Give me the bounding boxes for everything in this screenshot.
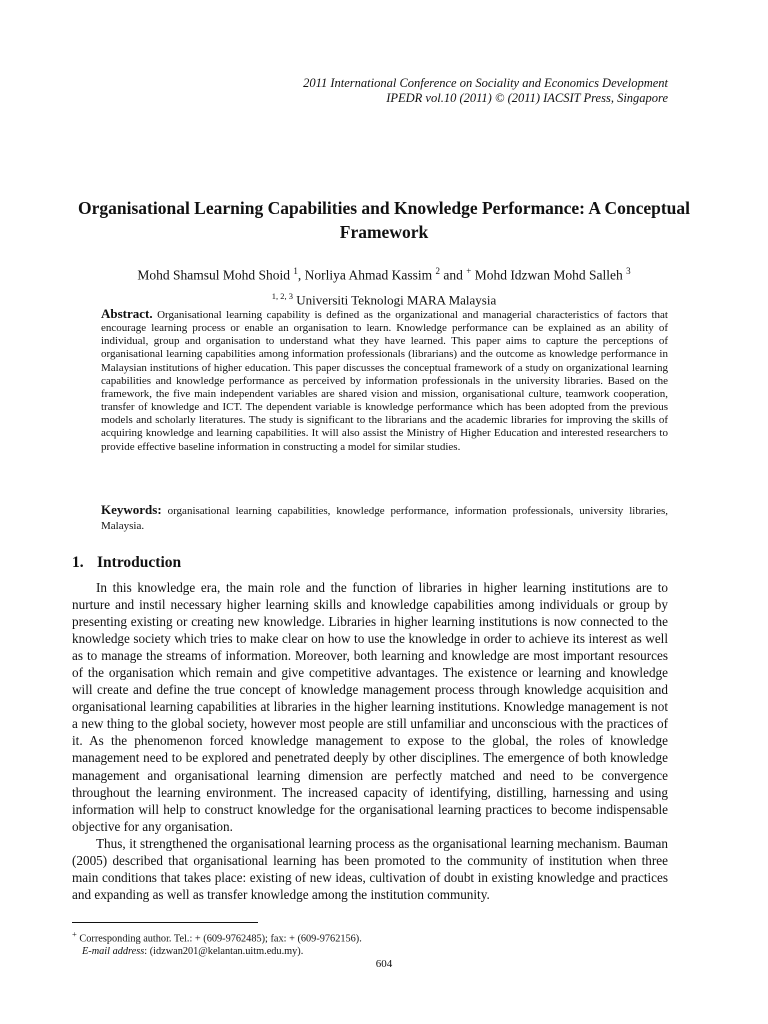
publication-info: IPEDR vol.10 (2011) © (2011) IACSIT Press, Singapore (386, 91, 668, 105)
author-separator-and: and (439, 267, 467, 283)
paragraph: In this knowledge era, the main role and the function of libraries in higher learning institutions are to nurture and instil necessary higher learning skills and knowledge capabilities among individuals or group by presenting existing or creating new knowledge. Libraries in higher learning institutions is now connected to the knowledge society which tries to make clear on how to use the knowledge in order to achieve its interest as well as to manage the streams of information. Moreover, both learning and knowledge are most important resources of the organisation which remain and give competitive advantages. The existence or learning and knowledge will create and define the true concept of knowledge management process through knowledge acquisition and organisational learning capabilities at libraries in the higher learning institutions. Knowledge management is not a new thing to the global society, however most people are still unfamiliar and unconscious with the practices of it. As the phenomenon forced knowledge management to expose to the global, the roles of knowledge management need to be explored and penetrated deeply by other disciplines. The emergence of both knowledge management and organisational learning dimension are perfectly matched and need to be convergence throughout the learning environment. The increased capacity of identifying, distilling, harnessing and using information will help to construct knowledge for the organisational learning practices to become indispensable objective for any organisation. (72, 580, 668, 834)
affiliation-numbers: 1, 2, 3 (271, 291, 293, 301)
page-number: 604 (375, 958, 393, 970)
keywords-text: organisational learning capabilities, knowledge performance, information professionals, university libraries, Malaysia. (101, 505, 668, 532)
footnote-corresponding (72, 928, 362, 945)
body-text (72, 579, 668, 903)
author-separator: , (297, 267, 305, 283)
footnote-divider (72, 922, 258, 923)
corresponding-author-mark: + (466, 266, 472, 276)
footnote-corresponding-text: Corresponding author. Tel.: + (609-9762485); fax: + (609-9762156). (76, 933, 362, 945)
conference-name: 2011 International Conference on Sociality and Economics Development (303, 76, 668, 90)
author-2-affiliation: 2 (435, 266, 440, 276)
section-number: 1. (72, 554, 84, 571)
footnote (72, 928, 362, 958)
keywords-label: Keywords: (101, 502, 162, 517)
author-list (60, 262, 708, 285)
email-label: E-mail address (82, 946, 145, 958)
affiliation-name: Universiti Teknologi MARA Malaysia (296, 292, 497, 308)
footnote-mark: + (72, 929, 77, 939)
affiliation (60, 288, 708, 308)
footnote-email (72, 945, 362, 958)
section-title: Introduction (97, 554, 182, 571)
keywords (101, 502, 668, 534)
author-3: Mohd Idzwan Mohd Salleh (471, 267, 623, 283)
author-1-affiliation: 1 (293, 266, 298, 276)
paper-title: Organisational Learning Capabilities and Knowledge Performance: A Conceptual Framework (77, 198, 691, 242)
author-3-affiliation: 3 (626, 266, 631, 276)
section-heading (72, 553, 181, 573)
abstract (101, 307, 668, 454)
author-2: Norliya Ahmad Kassim (304, 267, 433, 283)
author-1: Mohd Shamsul Mohd Shoid (137, 267, 290, 283)
paragraph: Thus, it strengthened the organisational learning process as the organisational learning mechanism. Bauman (2005) described that organisational learning has been promoted to the community of institution when three main conditions that takes place: existing of new ideas, cultivation of doubt in existing knowledge and practices and expanding as well as transfer knowledge among the institution community. (72, 835, 668, 902)
abstract-text: Organisational learning capability is defined as the organizational and managerial characteristics of factors that encourage learning process or enable an organisation to learn. Knowledge performance can be explained as an ability of individual, group and organisation to understand what they have learned. This paper aims to capture the perceptions of organisational learning capabilities among information professionals (librarians) and the outcome as knowledge performance in Malaysian institutions of higher education. This paper discusses the conceptual framework of a study on organizational learning capabilities and knowledge performance as perceived by information professionals in the university libraries. Based on the framework, the five main independent variables are shared vision and mission, organisational culture, teamwork cooperation, transfer of knowledge and ICT. The dependent variable is knowledge performance which has been adopted from the previous models and scholarly literatures. The study is significant to the librarians and the academic libraries for improving the skills of acquiring knowledge and learning capabilities. It will also assist the Ministry of Higher Education and interested researchers to provide effective baseline information in constructing a model for similar studies. (101, 309, 668, 453)
abstract-label: Abstract. (101, 306, 153, 321)
email-value: : (idzwan201@kelantan.uitm.edu.my). (144, 946, 304, 958)
conference-header (303, 76, 668, 106)
